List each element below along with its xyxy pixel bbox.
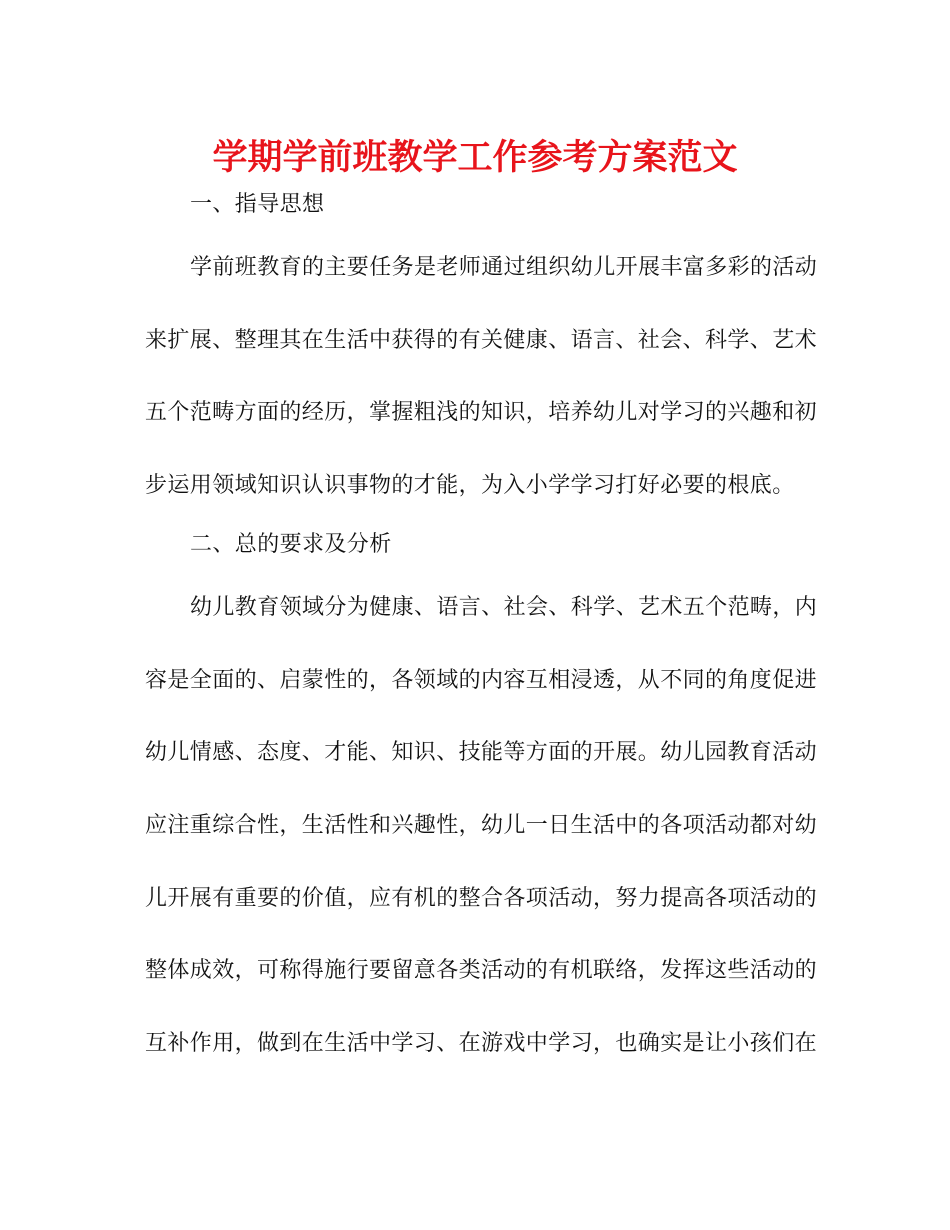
- section-heading-guiding-ideology: 一、指导思想: [190, 192, 325, 217]
- paragraph-line: 幼儿教育领域分为健康、语言、社会、科学、艺术五个范畴，内: [190, 595, 818, 620]
- paragraph-line: 整体成效，可称得施行要留意各类活动的有机联络，发挥这些活动的: [145, 958, 818, 983]
- section-heading-requirements: 二、总的要求及分析: [190, 532, 392, 557]
- paragraph-line: 互补作用，做到在生活中学习、在游戏中学习，也确实是让小孩们在: [145, 1031, 818, 1056]
- paragraph-line: 应注重综合性，生活性和兴趣性，幼儿一日生活中的各项活动都对幼: [145, 813, 818, 838]
- document-title: 学期学前班教学工作参考方案范文: [212, 138, 738, 178]
- paragraph-line: 幼儿情感、态度、才能、知识、技能等方面的开展。幼儿园教育活动: [145, 740, 818, 765]
- paragraph-line: 学前班教育的主要任务是老师通过组织幼儿开展丰富多彩的活动: [190, 255, 818, 280]
- paragraph-line: 儿开展有重要的价值，应有机的整合各项活动，努力提高各项活动的: [145, 886, 818, 911]
- paragraph-line: 步运用领域知识认识事物的才能，为入小学学习打好必要的根底。: [145, 473, 795, 498]
- paragraph-line: 容是全面的、启蒙性的，各领域的内容互相浸透，从不同的角度促进: [145, 668, 818, 693]
- paragraph-line: 来扩展、整理其在生活中获得的有关健康、语言、社会、科学、艺术: [145, 328, 818, 353]
- paragraph-line: 五个范畴方面的经历，掌握粗浅的知识，培养幼儿对学习的兴趣和初: [145, 400, 818, 425]
